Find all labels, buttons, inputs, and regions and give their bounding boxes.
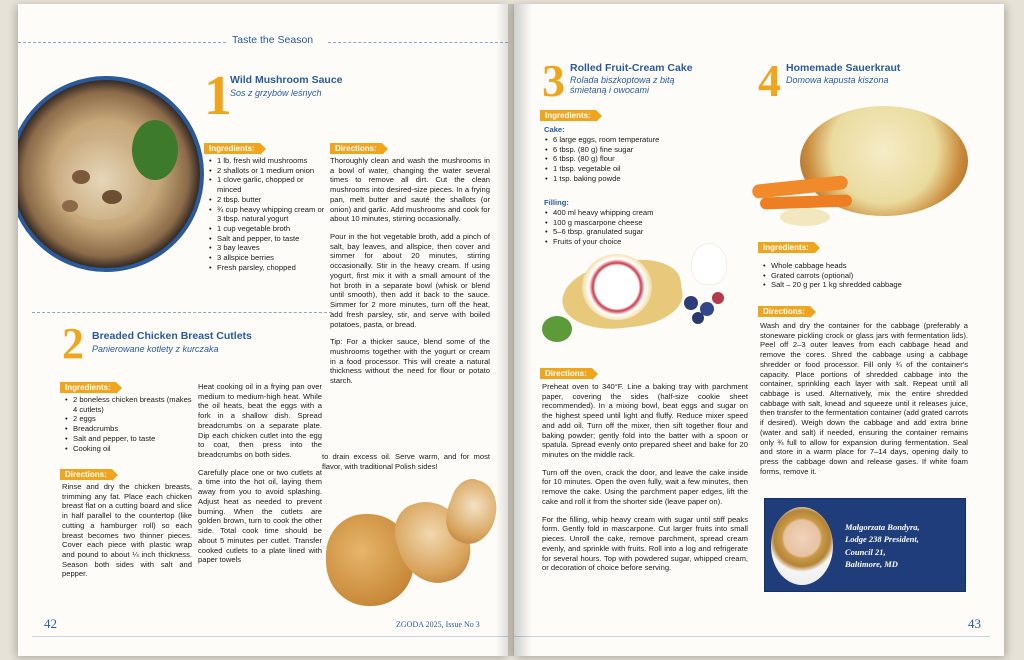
list-item: • 3 bay leaves: [208, 243, 326, 253]
recipe2-number: 2: [62, 319, 84, 368]
author-name: Małgorzata Bondyra,: [845, 522, 920, 532]
recipe2-ingredients-list: [64, 395, 194, 453]
list-item: • ¾ cup heavy whipping cream or 3 tbsp. natural yogurt: [208, 205, 326, 224]
magazine-footer: [396, 620, 480, 629]
recipe4-ingredients-label: Ingredients:: [758, 242, 814, 253]
magazine-name: ZGODA: [396, 620, 424, 629]
header-rule-right: [328, 42, 508, 43]
list-item: • 1 tsp. baking powde: [544, 174, 714, 184]
footer-rule: [32, 636, 508, 637]
direction-paragraph: Carefully place one or two cutlets at a time into the hot oil, laying them away from you to avoid splashing. Adjust heat as needed to prevent burning. When the cutlets are golden brown, turn to cook the other side. Total cook time should be about 5 minutes per cutlet. Transfer cooked cutlets to a plate lined with paper towels: [198, 467, 322, 565]
list-item: • Salt and pepper, to taste: [208, 234, 326, 244]
recipe2-directions-label: Directions:: [60, 469, 112, 480]
recipe3-directions-label: Directions:: [540, 368, 592, 379]
fruit-cream-roll-photo: [542, 236, 742, 354]
recipe1-ingredients-list: [208, 156, 326, 273]
recipe1-title: Wild Mushroom Sauce: [230, 74, 343, 86]
list-item: • 1 lb. fresh wild mushrooms: [208, 156, 326, 166]
recipe3-subtitle: Rolada biszkoptowa z bitą śmietaną i owocami: [570, 75, 675, 96]
list-item: • Cooking oil: [64, 444, 194, 454]
direction-paragraph: Turn off the oven, crack the door, and leave the cake inside for 10 minutes. Open the oven fully, wait a few minutes, then remove the cake. Using the parchment paper edges, lift the cake and roll it from the shorter side (leave paper on).: [542, 467, 748, 506]
list-item: • 100 g mascarpone cheese: [544, 218, 714, 228]
page-number-left: 42: [44, 616, 57, 631]
section-header: Taste the Season: [232, 34, 314, 46]
list-item: • Breadcrumbs: [64, 424, 194, 434]
recipe2-directions-col2: [198, 382, 322, 573]
page-number-right: 43: [968, 616, 981, 631]
sauerkraut-photo: [750, 96, 970, 232]
list-item: • Grated carrots (optional): [762, 271, 976, 281]
issue-label: 2025, Issue No 3: [425, 620, 480, 629]
recipe4-directions: Wash and dry the container for the cabbage (preferably a stoneware pickling crock or glass jars with fermentation lids). Peel off 2–3 outer leaves from each cabbage head and remove the cores. Shred the cabbage using a cabbage shredder or food processor. Fill only ¾ of the container's capacity. Place portions of shredded cabbage into the container, sprinkling each layer with salt. Repeat until all cabbage is used. Alternatively, mix the entire shredded cabbage with salt, knead and squeeze until it releases juice, then transfer to the fermentation container (add grated carrots if desired). Weigh down the cabbage and add extra brine (water and salt) if needed, ensuring the container remains only ¾ full to allow for expansion during fermentation. Seal and store in a warm place for 7–14 days, opening daily to press the cabbage down and release gases. If white foam forms, remove it.: [760, 321, 968, 476]
author-photo: [771, 507, 833, 585]
recipe2-directions-col3: to drain excess oil. Serve warm, and for most flavor, with traditional Polish sides!: [322, 452, 490, 471]
recipe4-number: 4: [758, 55, 781, 106]
direction-paragraph: Pour in the hot vegetable broth, add a pinch of salt, bay leaves, and allspice, then cover and simmer for about 20 minutes, stirring occasionally. Stir in the heavy cream. If using yogurt, first mix it with a small amount of the hot broth in a separate bowl (whisk or blend until smooth), then add it back to the sauce. Simmer for 2 more minutes, turn off the heat, add fresh parsley, stir, and serve with boiled potatoes, pasta, or bread.: [330, 232, 490, 329]
list-item: • Salt – 20 g per 1 kg shredded cabbage: [762, 280, 976, 290]
recipe1-ingredients-label: Ingredients:: [204, 143, 260, 154]
direction-paragraph: Tip: For a thicker sauce, blend some of the mushrooms together with the yogurt or cream in a food processor. This will create a natural thickness without the need for flour or potato starch.: [330, 337, 490, 386]
list-item: • 2 shallots or 1 medium onion: [208, 166, 326, 176]
recipe2-subtitle: Panierowane kotlety z kurczaka: [92, 344, 219, 354]
author-box: [764, 498, 966, 592]
recipe3-ingredients-label: Ingredients:: [540, 110, 596, 121]
list-item: • 400 ml heavy whipping cream: [544, 208, 714, 218]
header-rule-left: [18, 42, 226, 43]
footer-rule: [514, 636, 990, 637]
recipe1-directions: [330, 156, 490, 394]
list-item: • 1 tbsp. vegetable oil: [544, 164, 714, 174]
author-line: Baltimore, MD: [845, 558, 898, 569]
recipe1-directions-label: Directions:: [330, 143, 382, 154]
list-item: • 6 large eggs, room temperature: [544, 135, 714, 145]
recipe3-directions: [542, 382, 748, 581]
recipe3-title: Rolled Fruit-Cream Cake: [570, 62, 693, 74]
cake-ingredients-list: [544, 135, 714, 184]
author-line: Lodge 238 President,: [845, 534, 919, 545]
cake-label: Cake:: [544, 125, 565, 134]
list-item: • Fresh parsley, chopped: [208, 263, 326, 273]
recipe2-directions-col1: Rinse and dry the chicken breasts, trimming any fat. Place each chicken breast flat on a cutting board and slice in half parallel to the countertop (like cutting a hamburger roll) so each breast becomes two thinner pieces. Cover each piece with plastic wrap and pound to about ¼ inch thickness. Season both sides with salt and pepper.: [62, 482, 192, 579]
direction-paragraph: Preheat oven to 340°F. Line a baking tray with parchment paper, covering the sides (half-size cookie sheet recommended). In a mixing bowl, beat eggs and sugar on the highest speed until light and fluffy. Reduce mixer speed and add oil. Turn off the mixer, then sift together flour and baking powder; gently fold into the batter with a spoon or spatula. Spread evenly onto prepared sheet and bake for 20 minutes on the middle rack.: [542, 382, 748, 460]
direction-paragraph: Thoroughly clean and wash the mushrooms in a bowl of water, changing the water several times to remove all dirt. Cut the clean mushrooms into desired-size pieces. In a frying pan, melt butter and sauté the shallots (or onion) and garlic. Add mushrooms and cook for about 10 minutes, stirring occasionally.: [330, 156, 490, 224]
recipe3-number: 3: [542, 55, 565, 106]
filling-label: Filling:: [544, 198, 569, 207]
direction-paragraph: Heat cooking oil in a frying pan over medium to medium-high heat. While the oil heats, beat the eggs with a fork in a shallow dish. Spread breadcrumbs on a separate plate. Dip each chicken cutlet into the egg to coat, then press into the breadcrumbs on both sides.: [198, 382, 322, 460]
list-item: • Whole cabbage heads: [762, 261, 976, 271]
recipe4-subtitle: Domowa kapusta kiszona: [786, 75, 889, 85]
recipe2-title: Breaded Chicken Breast Cutlets: [92, 330, 252, 342]
author-caption: [845, 521, 961, 570]
mushroom-sauce-photo: [18, 76, 204, 272]
list-item: • Fruits of your choice: [544, 237, 714, 247]
direction-paragraph: For the filling, whip heavy cream with sugar until stiff peaks form. Gently fold in mascarpone. Cut larger fruits into small pieces. Unroll the cake, remove parchment, spread cream evenly, and sprinkle with fruits. Roll into a log and refrigerate for several hours. Top with powdered sugar, whipped cream, or decoration of choice before serving.: [542, 514, 748, 573]
recipe4-title: Homemade Sauerkraut: [786, 62, 901, 74]
list-item: • 3 allspice berries: [208, 253, 326, 263]
list-item: • 5–6 tbsp. granulated sugar: [544, 227, 714, 237]
list-item: • 2 tbsp. butter: [208, 195, 326, 205]
list-item: • 2 eggs: [64, 414, 194, 424]
list-item: • 6 tbsp. (80 g) flour: [544, 154, 714, 164]
recipe4-ingredients-list: [762, 261, 976, 290]
recipe2-ingredients-label: Ingredients:: [60, 382, 116, 393]
recipe4-directions-label: Directions:: [758, 306, 810, 317]
list-item: • Salt and pepper, to taste: [64, 434, 194, 444]
list-item: • 1 cup vegetable broth: [208, 224, 326, 234]
recipe1-number: 1: [204, 65, 232, 127]
author-line: Council 21,: [845, 546, 886, 557]
recipe1-subtitle: Sos z grzybów leśnych: [230, 88, 322, 98]
right-page: [514, 4, 1004, 656]
left-page: [18, 4, 508, 656]
list-item: • 6 tbsp. (80 g) fine sugar: [544, 145, 714, 155]
chicken-cutlets-photo: [318, 480, 504, 616]
list-item: • 2 boneless chicken breasts (makes 4 cutlets): [64, 395, 194, 414]
divider: [32, 312, 332, 313]
book-spine: [496, 4, 532, 656]
list-item: • 1 clove garlic, chopped or minced: [208, 175, 326, 194]
